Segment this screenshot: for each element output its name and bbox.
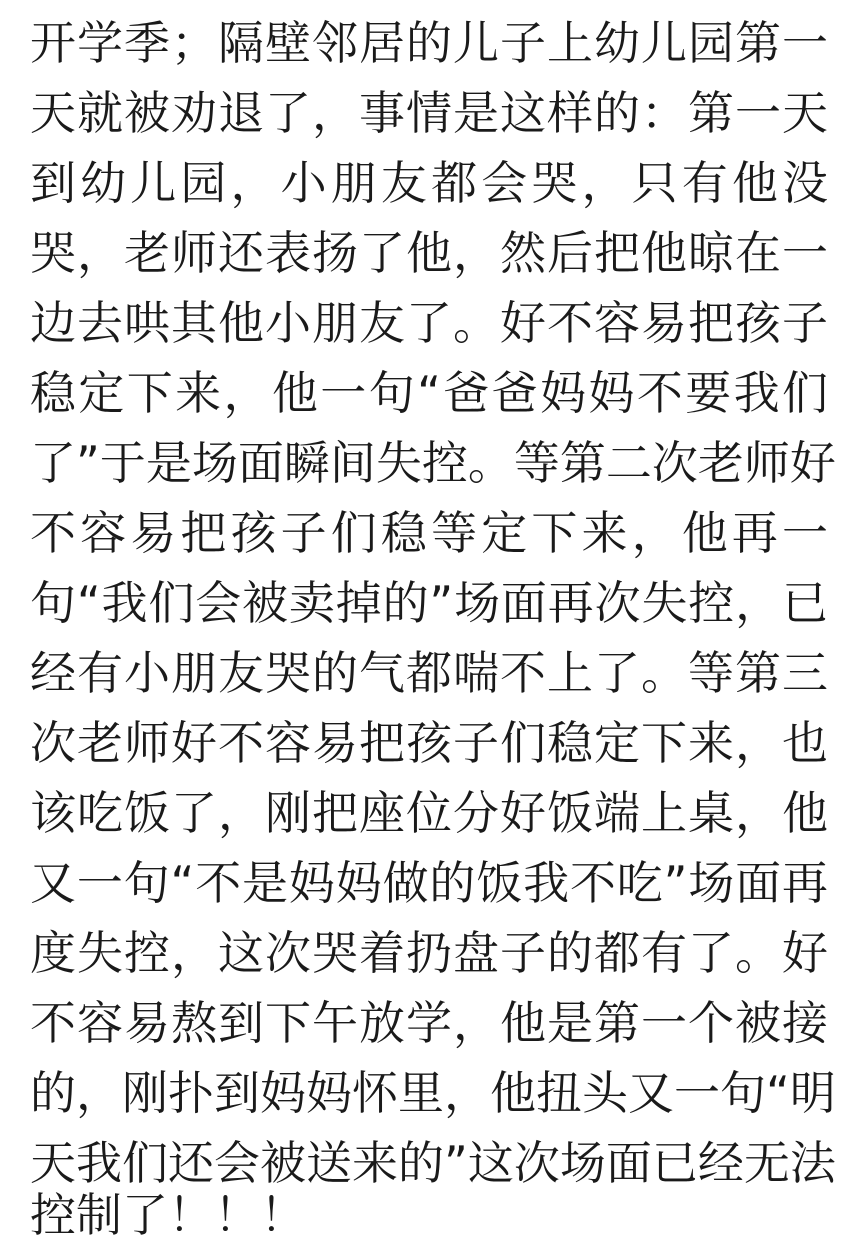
text-line: 句“我们会被卖掉的”场面再次失控，已 [30,576,828,630]
text-line: 了”于是场面瞬间失控。等第二次老师好 [30,436,836,490]
text-line: 度失控，这次哭着扔盘子的都有了。好 [30,926,828,980]
text-line: 开学季；隔壁邻居的儿子上幼儿园第一 [30,16,828,70]
text-line: 的，刚扑到妈妈怀里，他扭头又一句“明 [30,1066,836,1120]
post-body [30,0,840,1250]
text-line: 控制了！！！ [30,1188,306,1242]
text-line: 天我们还会被送来的”这次场面已经无法 [30,1136,836,1190]
text-line: 该吃饭了，刚把座位分好饭端上桌，他 [30,786,828,840]
text-line: 到幼儿园，小朋友都会哭，只有他没 [30,156,828,210]
text-line: 天就被劝退了，事情是这样的：第一天 [30,86,828,140]
text-line: 不容易熬到下午放学，他是第一个被接 [30,996,828,1050]
text-line: 又一句“不是妈妈做的饭我不吃”场面再 [30,856,828,910]
text-line: 边去哄其他小朋友了。好不容易把孩子 [30,296,828,350]
text-line: 稳定下来，他一句“爸爸妈妈不要我们 [30,366,828,420]
text-line: 哭，老师还表扬了他，然后把他晾在一 [30,226,828,280]
text-line: 次老师好不容易把孩子们稳定下来，也 [30,716,828,770]
text-line: 经有小朋友哭的气都喘不上了。等第三 [30,646,828,700]
text-line: 不容易把孩子们稳等定下来，他再一 [30,506,828,560]
